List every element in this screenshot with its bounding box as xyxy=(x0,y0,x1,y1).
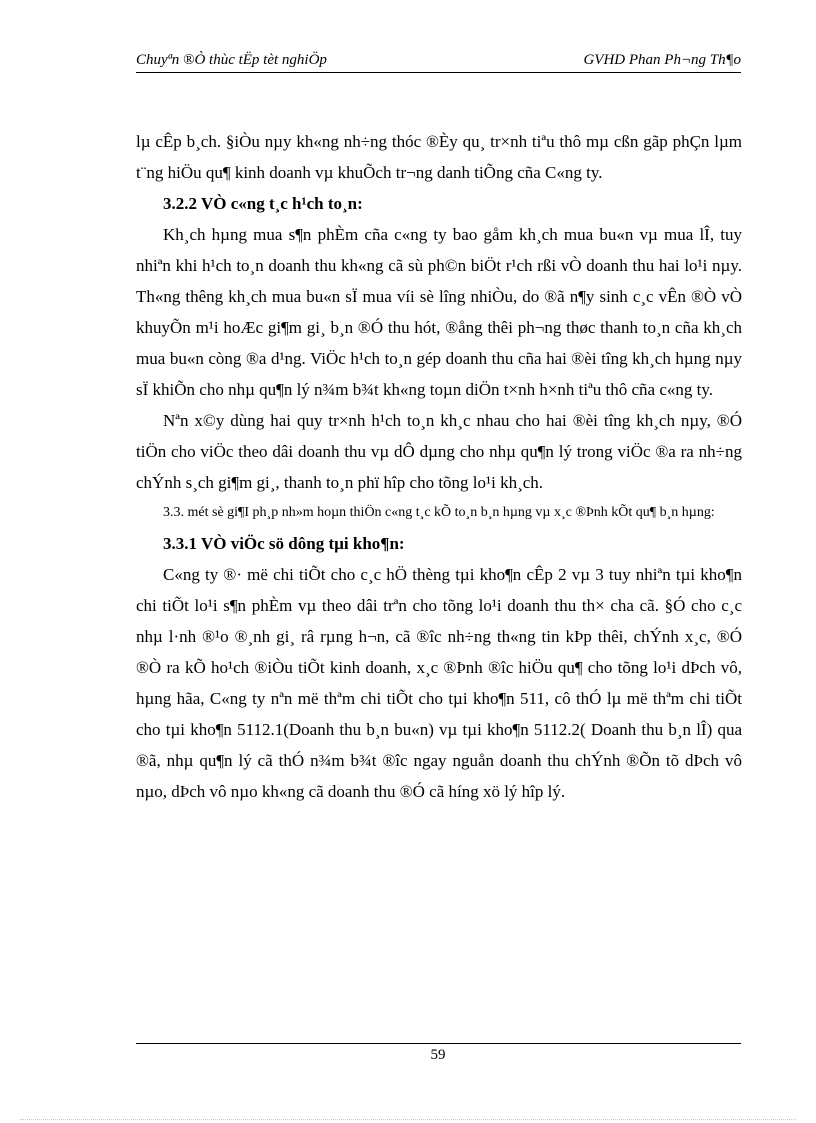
header-report-title: Chuyªn ®Ò thùc tËp tèt nghiÖp xyxy=(136,52,327,68)
section-3-3-title: 3.3. mét sè gi¶I ph¸p nh»m hoµn thiÖn c«ng t¸c kÕ to¸n b¸n hµng vµ x¸c ®Þnh kÕt qu¶ b¸n hµng: xyxy=(163,505,715,520)
page-bottom-dotted-line xyxy=(20,1119,796,1120)
paragraph-accounts: C«ng ty ®· më chi tiÕt cho c¸c hÖ thèng tµi kho¶n cÊp 2 vµ 3 tuy nhiªn tµi kho¶n chi tiÕt lo¹i s¶n phÈm vµ theo dâi trªn cho tõng lo¹i doanh thu th× cha cã. §Ó cho c¸c nhµ l·nh ®¹o ®¸nh gi¸ râ rµng h¬n, cã ®îc nh÷ng th«ng tin kÞp thêi, chÝnh x¸c, ®Ó ®Ò ra kÕ ho¹ch ®iÒu tiÕt kinh doanh, x¸c ®Þnh ®îc hiÖu qu¶ cho tõng lo¹i dÞch vô, hµng hãa, C«ng ty nªn më thªm chi tiÕt cho tµi kho¶n 511, cô thÓ lµ më thªm chi tiÕt cho tµi kho¶n 5112.1(Doanh thu b¸n bu«n) vµ tµi kho¶n 5112.2( Doanh thu b¸n lÎ) qua ®ã, nhµ qu¶n lý cã thÓ n¾m b¾t ®îc ngay nguån doanh thu chÝnh ®Õn tõ dÞch vô nµo, dÞch vô nµo kh«ng cã doanh thu ®Ó cã híng xö lý hîp lý. xyxy=(136,565,742,801)
paragraph-continuation: lµ cÊp b¸ch. §iÒu nµy kh«ng nh÷ng thóc ®Èy qu¸ tr×nh tiªu thô mµ cßn gãp phÇn lµm t¨ng hiÖu qu¶ kinh doanh vµ khuÕch tr¬ng danh tiÕng cña C«ng ty. xyxy=(136,132,742,182)
heading-3-3-1: 3.3.1 VÒ viÖc sö dông tµi kho¶n: xyxy=(163,534,405,553)
page-header xyxy=(136,48,741,73)
footer-divider xyxy=(136,1043,741,1044)
header-supervisor: GVHD Phan Ph¬ng Th¶o xyxy=(583,52,741,68)
document-body xyxy=(136,126,742,807)
paragraph-recommendation: Nªn x©y dùng hai quy tr×nh h¹ch to¸n kh¸c nhau cho hai ®èi tîng kh¸ch nµy, ®Ó tiÖn cho viÖc theo dâi doanh thu vµ dÔ dµng cho nhµ qu¶n lý trong viÖc ®a ra nh÷ng chÝnh s¸ch gi¶m gi¸, thanh to¸n phï hîp cho tõng lo¹i kh¸ch. xyxy=(136,411,742,492)
paragraph-customers: Kh¸ch hµng mua s¶n phÈm cña c«ng ty bao gåm kh¸ch mua bu«n vµ mua lÎ, tuy nhiªn khi h¹ch to¸n doanh thu kh«ng cã sù ph©n biÖt r¹ch rßi vÒ doanh thu hai lo¹i nµy. Th«ng thêng kh¸ch mua bu«n sÏ mua víi sè lîng nhiÒu, do ®ã n¶y sinh c¸c vÊn ®Ò vÒ khuyÕn m¹i hoÆc gi¶m gi¸ b¸n ®Ó thu hót, ®ång thêi ph¬ng thøc thanh to¸n cña kh¸ch mua bu«n còng ®a d¹ng. ViÖc h¹ch to¸n gép doanh thu cña hai ®èi tîng kh¸ch hµng nµy sÏ khiÕn cho nhµ qu¶n lý n¾m b¾t kh«ng toµn diÖn t×nh h×nh tiªu thô cña c«ng ty. xyxy=(136,225,742,399)
heading-3-2-2: 3.2.2 VÒ c«ng t¸c h¹ch to¸n: xyxy=(163,194,363,213)
page-number: 59 xyxy=(430,1047,446,1063)
